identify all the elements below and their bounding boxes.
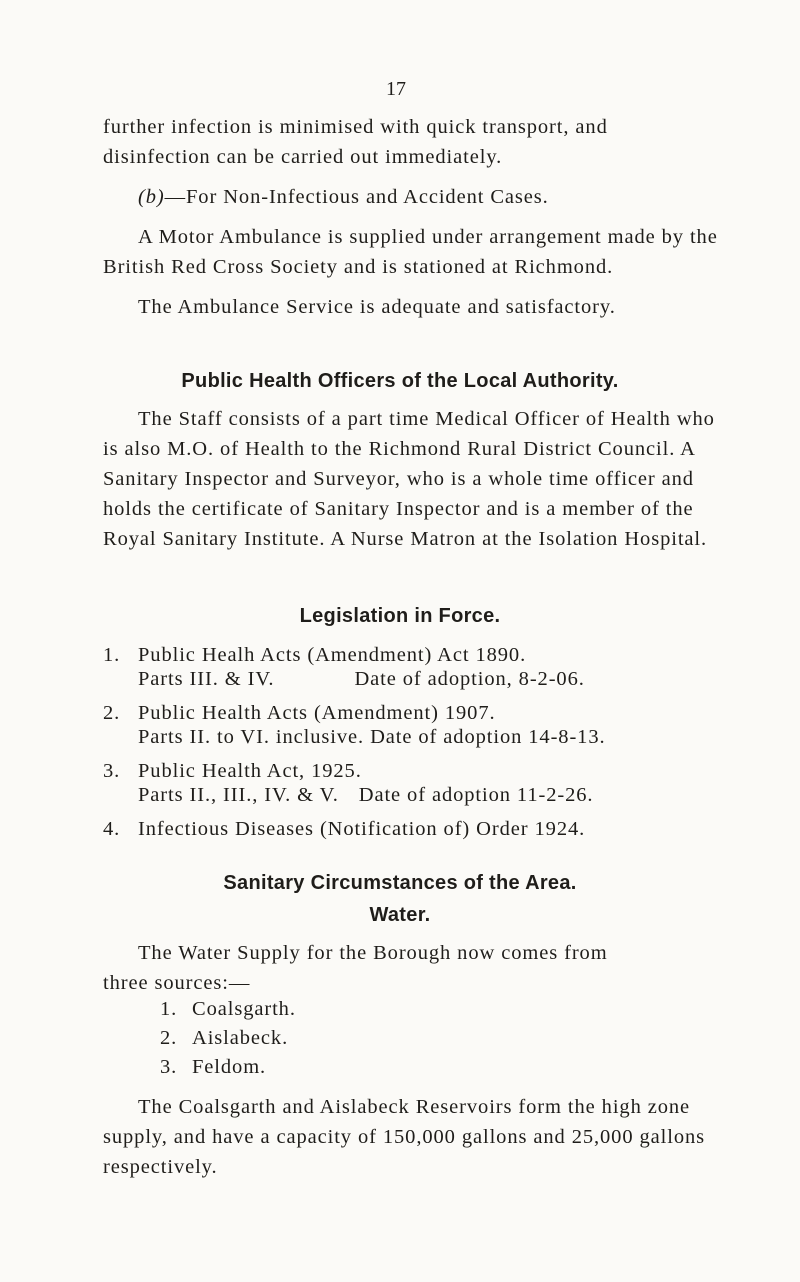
- water-source-2: 2. Aislabeck.: [160, 1027, 289, 1049]
- legislation-item-2-details: Parts II. to VI. inclusive. Date of adoption 14-8-13.: [138, 726, 606, 748]
- legislation-item-4: 4. Infectious Diseases (Notification of) Order 1924.: [103, 818, 586, 840]
- legislation-item-1-details: Parts III. & IV. Date of adoption, 8-2-06.: [138, 668, 585, 690]
- sanitary-heading: Sanitary Circumstances of the Area.: [223, 872, 577, 894]
- legislation-item-2: 2. Public Health Acts (Amendment) 1907.: [103, 702, 496, 724]
- water-intro: [103, 938, 723, 998]
- water-source-1: 1. Coalsgarth.: [160, 998, 296, 1020]
- b-text: —For Non-Infectious and Accident Cases.: [164, 186, 549, 208]
- water-subheading: Water.: [369, 904, 431, 926]
- page-number: 17: [386, 78, 406, 100]
- water-intro-line-1: The Water Supply for the Borough now comes from: [138, 942, 608, 964]
- water-intro-line-2: three sources:—: [103, 972, 251, 994]
- legislation-item-3: 3. Public Health Act, 1925.: [103, 760, 362, 782]
- legislation-item-1: 1. Public Healh Acts (Amendment) Act 1890.: [103, 644, 527, 666]
- water-source-3: 3. Feldom.: [160, 1056, 267, 1078]
- officers-paragraph: [103, 404, 723, 554]
- ambulance-paragraph: A Motor Ambulance is supplied under arrangement made by the British Red Cross Society and is stationed at Richmond.: [103, 226, 718, 278]
- legislation-item-3-details: Parts II., III., IV. & V. Date of adoption 11-2-26.: [138, 784, 594, 806]
- intro-line-2: disinfection can be carried out immediately.: [103, 146, 503, 168]
- officers-heading: Public Health Officers of the Local Authority.: [181, 370, 619, 392]
- reservoir-paragraph: [103, 1092, 723, 1182]
- officers-text: The Staff consists of a part time Medical Officer of Health who is also M.O. of Health to the Richmond Rural District Council. A Sanitary Inspector and Surveyor, who is a whole time officer and holds the certificate of Sanitary Inspector and is a member of the Royal Sanitary Institute. A Nurse Matron at the Isolation Hospital.: [103, 408, 715, 550]
- reservoir-text: The Coalsgarth and Aislabeck Reservoirs form the high zone supply, and have a capacity of 150,000 gallons and 25,000 gallons respectively.: [103, 1096, 706, 1178]
- b-label: (b): [138, 186, 165, 208]
- service-paragraph: The Ambulance Service is adequate and satisfactory.: [138, 296, 616, 318]
- legislation-heading: Legislation in Force.: [299, 605, 501, 627]
- intro-text: [103, 112, 723, 322]
- intro-line-1: further infection is minimised with quick transport, and: [103, 116, 608, 138]
- non-infectious-heading: [103, 182, 723, 212]
